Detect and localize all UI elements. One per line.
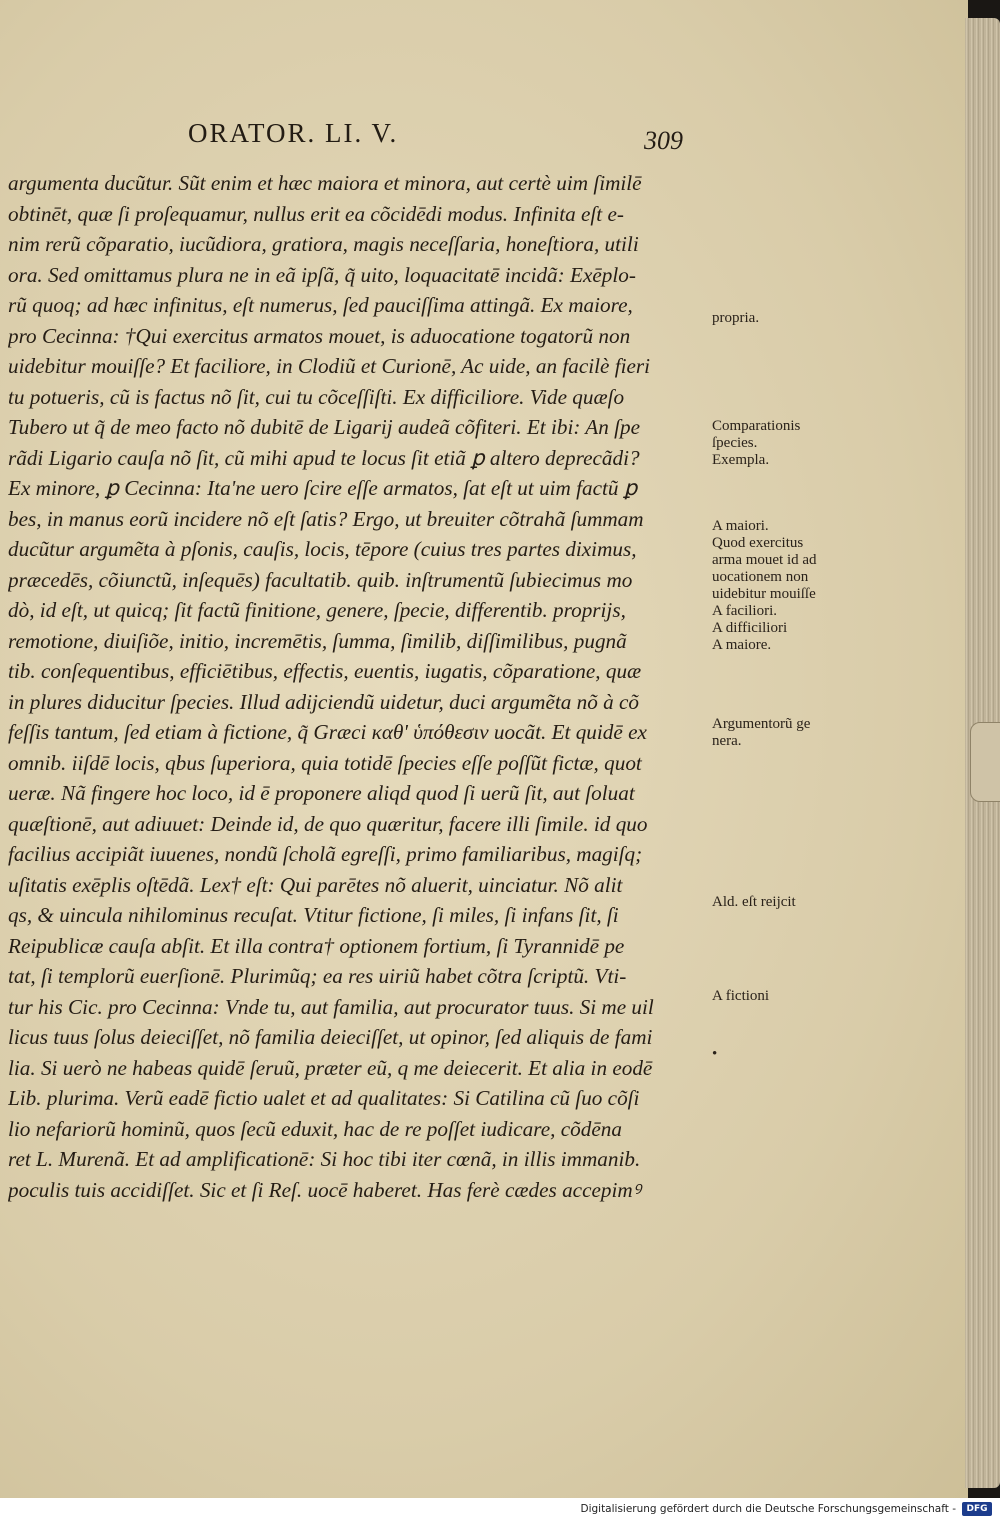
text-line: quæſtionē, aut adiuuet: Deinde id, de quo quæritur, facere illi ſimile. id quo: [8, 811, 648, 836]
text-line: ret L. Murenã. Et ad amplificationē: Si hoc tibi iter cœnã, in illis immanib.: [8, 1147, 641, 1171]
text-line: tur his Cic. pro Cecinna: Vnde tu, aut familia, aut procurator tuus. Si me uil: [8, 994, 654, 1019]
margin-note: Comparationis ſpecies. Exempla.: [712, 418, 801, 468]
page-number: 309: [644, 126, 683, 155]
text-line: tib. conſequentibus, efficiētibus, effectis, euentis, iugatis, cõparatione, quæ: [8, 659, 642, 683]
footer-bar: [0, 1498, 1000, 1520]
text-line: feſſis tantum, ſed etiam à fictione, q̃ Græci καθ' ὑπόθεσιν uocãt. Et quidē ex: [8, 720, 647, 744]
text-line: remotione, diuiſiõe, initio, incremētis, ſumma, ſimilib, diſſimilibus, pugnã: [8, 628, 627, 653]
text-line: Reipublicæ cauſa abſit. Et illa contra† optionem fortium, ſi Tyrannidē pe: [8, 933, 625, 958]
text-line: omnib. iiſdē locis, qbus ſuperiora, quia totidē ſpecies eſſe poſſũt fictæ, quot: [8, 750, 642, 775]
text-line: dò, id eſt, ut quicq; ſit factũ finitione, genere, ſpecie, differentib. proprijs,: [8, 598, 626, 622]
text-line: Tubero ut q̃ de meo facto nõ dubitē de Ligarij audeã cõfiteri. Et ibi: An ſpe: [8, 415, 641, 439]
dfg-logo: DFG: [962, 1502, 992, 1516]
text-line: pro Cecinna: †Qui exercitus armatos mouet, is aduocatione togatorũ non: [8, 323, 631, 348]
text-line: lio nefariorũ hominũ, quos ſecũ eduxit, hac de re poſſet iudicare, cõdēna: [8, 1116, 622, 1141]
text-line: bes, in manus eorũ incidere nõ eſt ſatis? Ergo, ut breuiter cõtrahã ſummam: [8, 506, 644, 531]
margin-note: A maiori. Quod exercitus arma mouet id ad uocationem non uidebitur mouiſſe A faciliori. A difficiliori A maiore.: [712, 518, 817, 653]
text-line: poculis tuis accidiſſet. Sic et ſi Reſ. uocē haberet. Has ferè cædes accepimꝰ: [8, 1177, 641, 1202]
margin-note: •: [712, 1046, 718, 1062]
footer-credit: Digitalisierung gefördert durch die Deutsche Forschungsgemeinschaft -: [580, 1503, 956, 1515]
text-line: rãdi Ligario cauſa nõ ſit, cũ mihi apud te locus ſit etiã ꝑ altero deprecãdi?: [8, 445, 640, 470]
text-line: argumenta ducũtur. Sũt enim et hæc maiora et minora, aut certè uim ſimilē: [8, 171, 642, 195]
text-line: uſitatis exēplis oſtēdã. Lex† eſt: Qui parētes nõ aluerit, uinciatur. Nõ alit: [8, 872, 623, 897]
page-header: [0, 118, 968, 158]
text-line: licus tuus ſolus deieciſſet, nõ familia deieciſſet, ut opinor, ſed aliquis de fami: [8, 1025, 653, 1049]
text-line: ueræ. Nã fingere hoc loco, id ē proponere aliqd quod ſi uerũ ſit, aut ſoluat: [8, 781, 635, 805]
book-clasp: [970, 722, 1000, 802]
body-text: [8, 168, 703, 1205]
text-line: rũ quoq; ad hæc infinitus, eſt numerus, ſed pauciſſima attingã. Ex maiore,: [8, 293, 633, 317]
margin-note: A fictioni: [712, 988, 770, 1004]
text-line: lia. Si uerò ne habeas quidē ſeruũ, præter eũ, q me deiecerit. Et alia in eodē: [8, 1055, 653, 1080]
text-line: ora. Sed omittamus plura ne in eã ipſã, q̃ uito, loquacitatē incidã: Exēplo-: [8, 262, 636, 287]
text-line: Lib. plurima. Verũ eadē fictio ualet et ad qualitates: Si Catilina cũ ſuo cõſi: [8, 1086, 640, 1110]
margin-note: Ald. eſt reijcit: [712, 894, 796, 910]
text-line: tat, ſi templorũ euerſionē. Plurimũq; ea res uiriũ habet cõtra ſcriptũ. Vti-: [8, 964, 627, 988]
text-line: Ex minore, ꝑ Cecinna: Ita'ne uero ſcire eſſe armatos, ſat eſt ut uim factũ ꝑ: [8, 476, 638, 500]
text-line: uidebitur mouiſſe? Et faciliore, in Clodiũ et Curionē, Ac uide, an facilè fieri: [8, 354, 651, 378]
margin-note: propria.: [712, 310, 760, 326]
margin-note: Argumentorũ ge nera.: [712, 716, 811, 749]
text-line: in plures diducitur ſpecies. Illud adijciendũ uidetur, duci argumẽta nõ à cõ: [8, 689, 640, 714]
text-line: ducũtur argumẽta à pſonis, cauſis, locis, tēpore (cuius tres partes diximus,: [8, 537, 637, 561]
text-line: nim rerũ cõparatio, iucũdiora, gratiora, magis neceſſaria, honeſtiora, utili: [8, 232, 639, 256]
running-title: ORATOR. LI. V.: [188, 118, 399, 148]
text-line: obtinēt, quæ ſi proſequamur, nullus erit ea cõcidēdi modus. Infinita eſt e-: [8, 201, 624, 226]
text-line: præcedēs, cõiunctũ, inſequēs) facultatib. quib. inſtrumentũ ſubiecimus mo: [8, 567, 633, 592]
text-line: qs, & uincula nihilominus recuſat. Vtitur fictione, ſi miles, ſi infans ſit, ſi: [8, 903, 619, 927]
text-line: facilius accipiãt iuuenes, nondũ ſcholã egreſſi, primo familiaribus, magiſq;: [8, 842, 643, 866]
text-line: tu potueris, cũ is factus nõ ſit, cui tu cõceſſiſti. Ex difficiliore. Vide quæſo: [8, 384, 625, 409]
